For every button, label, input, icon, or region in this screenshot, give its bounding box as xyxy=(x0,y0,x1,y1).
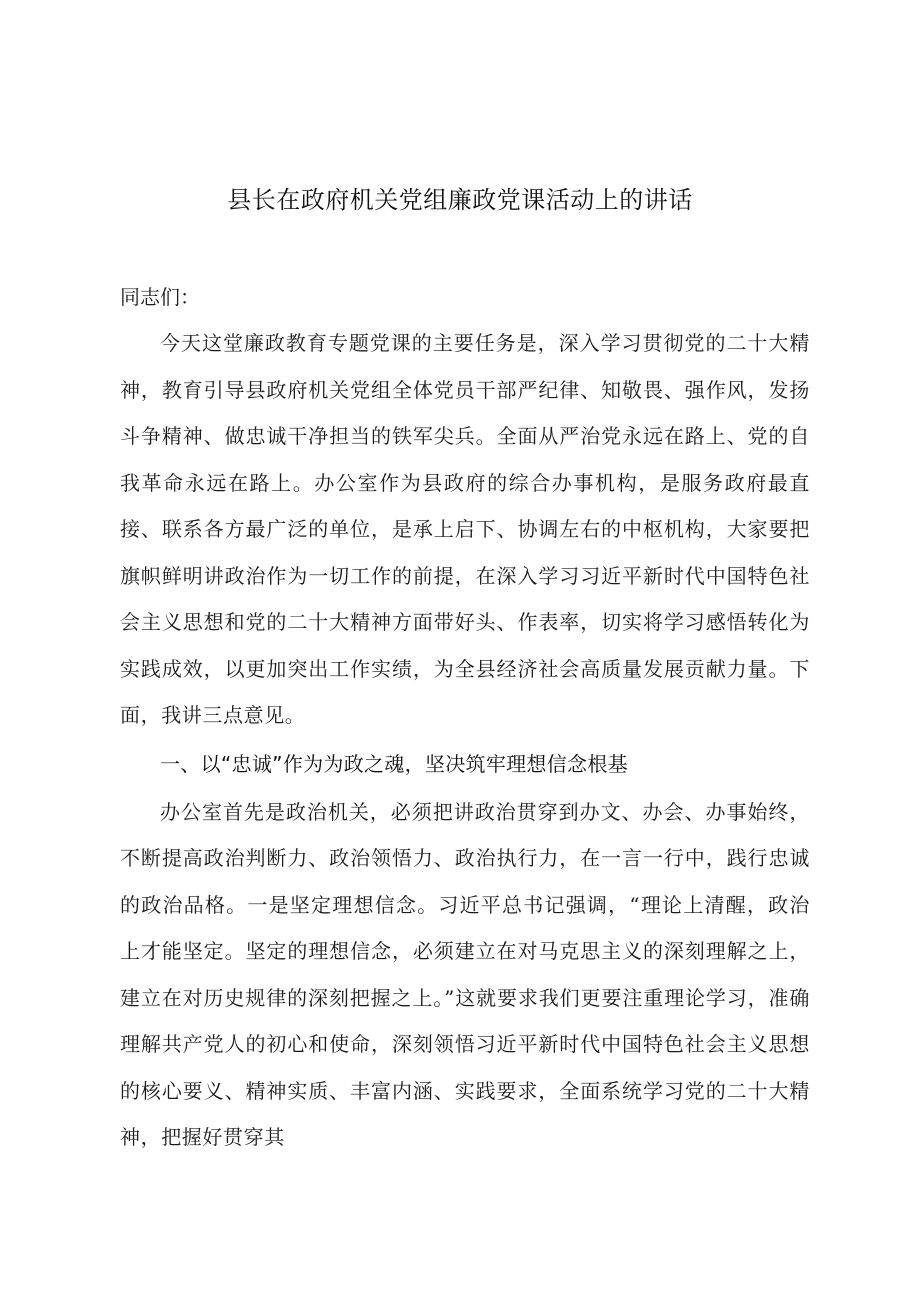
salutation: 同志们： xyxy=(120,285,200,309)
section-heading-1: 一、以“忠诚”作为为政之魂，坚决筑牢理想信念根基 xyxy=(160,751,628,776)
document-title: 县长在政府机关党组廉政党课活动上的讲话 xyxy=(227,186,693,214)
intro-paragraph: 今天这堂廉政教育专题党课的主要任务是，深入学习贯彻党的二十大精神，教育引导县政府机关党组全体党员干部严纪律、知敬畏、强作风，发扬斗争精神、做忠诚干净担当的铁军尖兵。全面从严治党永远在路上、党的自我革命永远在路上。办公室作为县政府的综合办事机构，是服务政府最直接、联系各方最广泛的单位，是承上启下、协调左右的中枢机构，大家要把旗帜鲜明讲政治作为一切工作的前提，在深入学习习近平新时代中国特色社会主义思想和党的二十大精神方面带好头、作表率，切实将学习感悟转化为实践成效，以更加突出工作实绩，为全县经济社会高质量发展贡献力量。下面，我讲三点意见。 xyxy=(120,331,810,727)
section-paragraph-1: 办公室首先是政治机关，必须把讲政治贯穿到办文、办会、办事始终，不断提高政治判断力、政治领悟力、政治执行力，在一言一行中，践行忠诚的政治品格。一是坚定理想信念。习近平总书记强调，“理论上清醒，政治上才能坚定。坚定的理想信念，必须建立在对马克思主义的深刻理解之上，建立在对历史规律的深刻把握之上。”这就要求我们更要注重理论学习，准确理解共产党人的初心和使命，深刻领悟习近平新时代中国特色社会主义思想的核心要义、精神实质、丰富内涵、实践要求，全面系统学习党的二十大精神，把握好贯穿其 xyxy=(120,799,810,1149)
document-body xyxy=(120,274,810,1161)
